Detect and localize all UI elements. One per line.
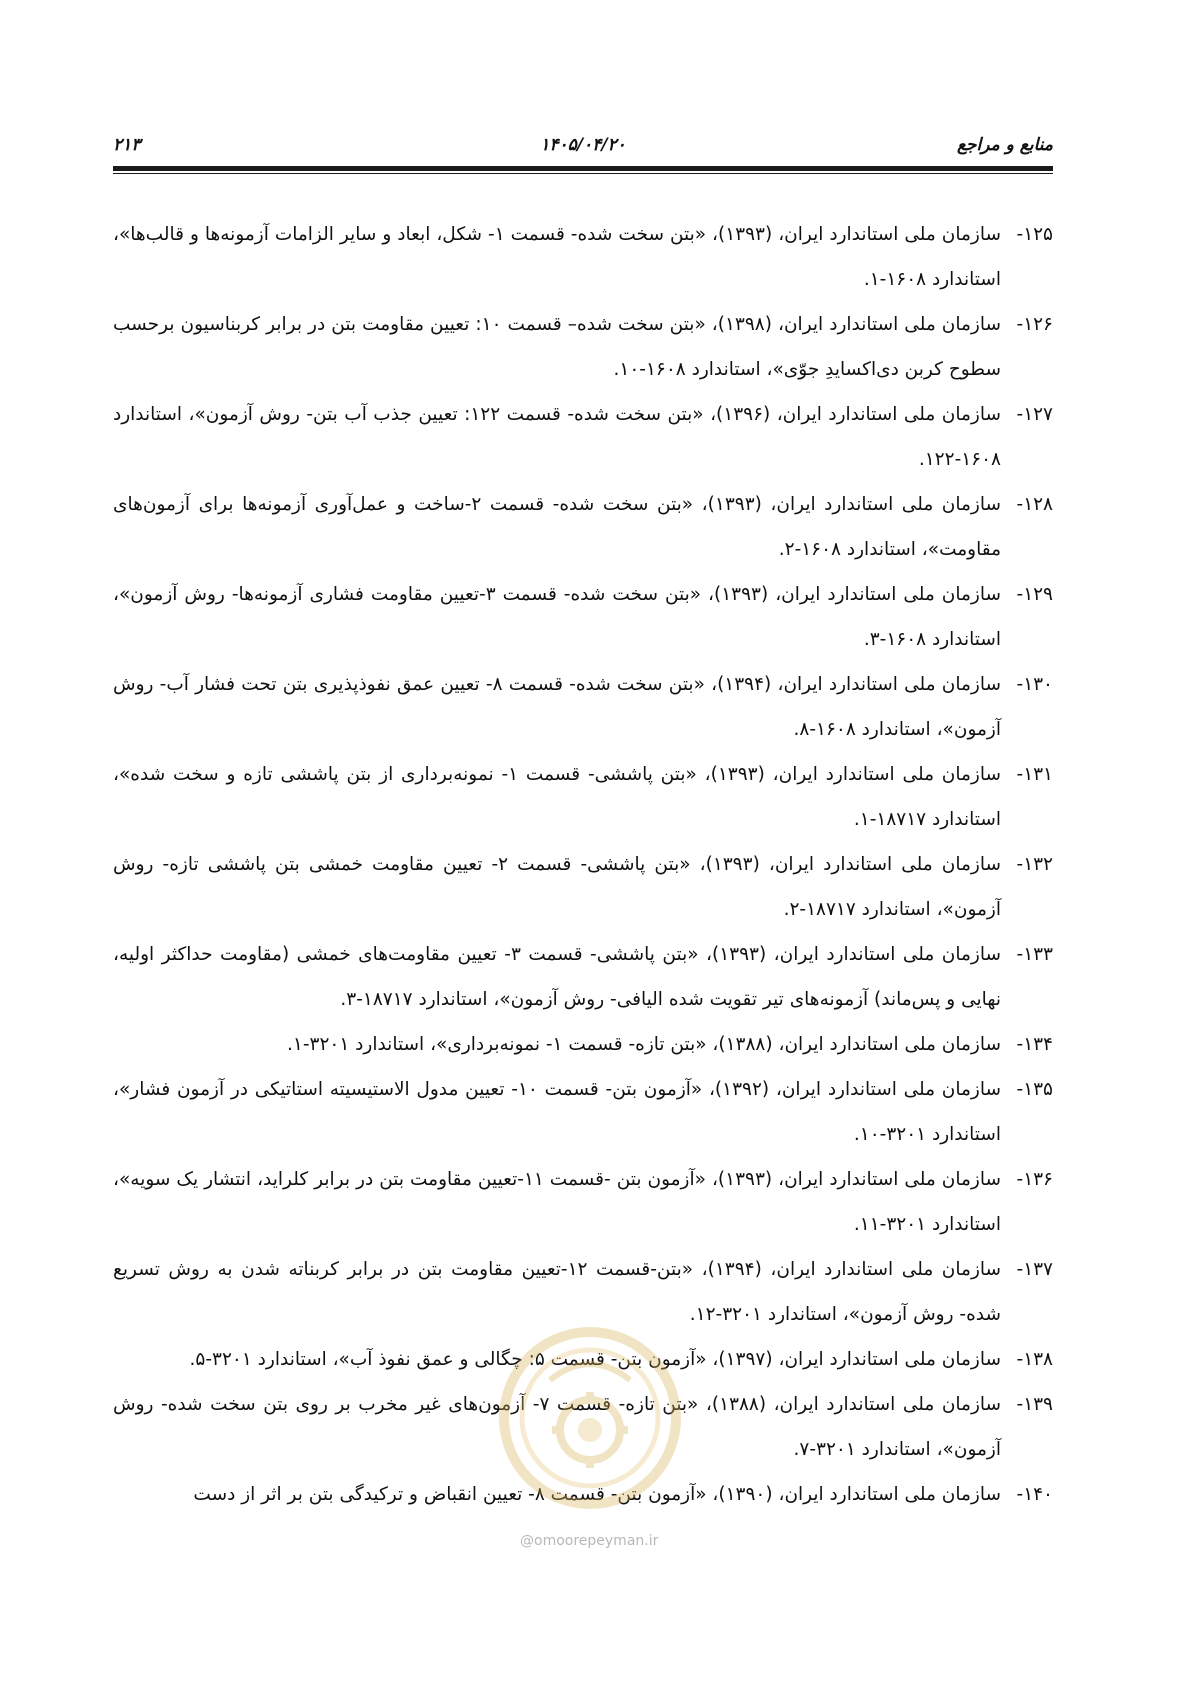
reference-text: سازمان ملی استاندارد ایران، (۱۳۹۸)، «بتن سخت شده– قسمت ۱۰: تعیین مقاومت بتن در برابر کربناسیون برحسب سطوح کربن دی‌اکسایدِ جوّی»، استاندارد ۱۶۰۸-۱۰. (113, 314, 1001, 380)
reference-number: ۱۳۷- (1016, 1259, 1053, 1280)
reference-text: سازمان ملی استاندارد ایران، (۱۳۹۴)، «بتن-قسمت ۱۲-تعیین مقاومت بتن در برابر کربناته شدن به روش تسریع شده- روش آزمون»، استاندارد ۳۲۰۱-۱۲. (113, 1259, 1002, 1325)
header-page-number: ۲۱۳ (113, 135, 141, 155)
reference-text: سازمان ملی استاندارد ایران، (۱۳۹۷)، «آزمون بتن- قسمت ۵: چگالی و عمق نفوذ آب»، استاندارد ۳۲۰۱-۵. (189, 1349, 1001, 1370)
reference-number: ۱۴۰- (1016, 1484, 1053, 1505)
reference-number: ۱۳۳- (1016, 944, 1053, 965)
reference-number: ۱۲۹- (1016, 584, 1053, 605)
reference-item (113, 1022, 1053, 1067)
watermark-url: @omoorepeyman.ir (520, 1533, 659, 1549)
header-chapter-title: منابع و مراجع (956, 135, 1053, 155)
reference-number: ۱۳۰- (1016, 674, 1053, 695)
reference-text: سازمان ملی استاندارد ایران، (۱۳۸۸)، «بتن تازه- قسمت ۷- آزمون‌های غیر مخرب بر روی بتن سخت شده- روش آزمون»، استاندارد ۳۲۰۱-۷. (113, 1394, 1002, 1460)
reference-text: سازمان ملی استاندارد ایران، (۱۳۹۳)، «بتن سخت شده- قسمت ۳-تعیین مقاومت فشاری آزمونه‌ها- روش آزمون»، استاندارد ۱۶۰۸-۳. (113, 584, 1001, 650)
reference-number: ۱۲۵- (1016, 224, 1053, 245)
page-header (113, 125, 1053, 159)
reference-number: ۱۲۸- (1016, 494, 1053, 515)
reference-text: سازمان ملی استاندارد ایران، (۱۳۹۳)، «آزمون بتن -قسمت ۱۱-تعیین مقاومت بتن در برابر کلراید، انتشار یک سویه»، استاندارد ۳۲۰۱-۱۱. (113, 1169, 1002, 1235)
reference-item (113, 752, 1053, 842)
reference-number: ۱۳۸- (1016, 1349, 1053, 1370)
reference-number: ۱۳۶- (1016, 1169, 1053, 1190)
reference-item (113, 572, 1053, 662)
reference-text: سازمان ملی استاندارد ایران، (۱۳۹۰)، «آزمون بتن- قسمت ۸- تعیین انقباض و ترکیدگی بتن بر اثر از دست (193, 1484, 1001, 1505)
reference-number: ۱۳۱- (1016, 764, 1053, 785)
reference-item (113, 1337, 1053, 1382)
reference-number: ۱۳۵- (1016, 1079, 1053, 1100)
reference-number: ۱۳۴- (1016, 1034, 1053, 1055)
reference-text: سازمان ملی استاندارد ایران، (۱۳۹۶)، «بتن سخت شده- قسمت ۱۲۲: تعیین جذب آب بتن- روش آزمون»، استاندارد ۱۶۰۸-۱۲۲. (113, 404, 1002, 470)
reference-text: سازمان ملی استاندارد ایران، (۱۳۸۸)، «بتن تازه- قسمت ۱- نمونه‌برداری»، استاندارد ۳۲۰۱-۱. (287, 1034, 1001, 1055)
reference-item (113, 302, 1053, 392)
reference-item (113, 482, 1053, 572)
reference-text: سازمان ملی استاندارد ایران، (۱۳۹۳)، «بتن سخت شده- قسمت ۲-ساخت و عمل‌آوری آزمونه‌ها برای آزمون‌های مقاومت»، استاندارد ۱۶۰۸-۲. (113, 494, 1002, 560)
reference-item (113, 662, 1053, 752)
reference-text: سازمان ملی استاندارد ایران، (۱۳۹۳)، «بتن پاششی- قسمت ۱- نمونه‌برداری از بتن پاششی تازه و سخت شده»، استاندارد ۱۸۷۱۷-۱. (113, 764, 1002, 830)
reference-item (113, 1472, 1053, 1517)
reference-text: سازمان ملی استاندارد ایران، (۱۳۹۳)، «بتن سخت شده- قسمت ۱- شکل، ابعاد و سایر الزامات آزمونه‌ها و قالب‌ها»، استاندارد ۱۶۰۸-۱. (113, 224, 1002, 290)
reference-item (113, 392, 1053, 482)
header-date: ۱۴۰۵/۰۴/۲۰ (540, 135, 626, 155)
reference-number: ۱۳۹- (1016, 1394, 1053, 1415)
reference-text: سازمان ملی استاندارد ایران، (۱۳۹۳)، «بتن پاششی- قسمت ۲- تعیین مقاومت خمشی بتن پاششی تازه- روش آزمون»، استاندارد ۱۸۷۱۷-۲. (113, 854, 1001, 920)
reference-number: ۱۲۶- (1016, 314, 1053, 335)
reference-item (113, 932, 1053, 1022)
reference-text: سازمان ملی استاندارد ایران، (۱۳۹۴)، «بتن سخت شده- قسمت ۸- تعیین عمق نفوذپذیری بتن تحت فشار آب- روش آزمون»، استاندارد ۱۶۰۸-۸. (113, 674, 1002, 740)
reference-item (113, 1247, 1053, 1337)
reference-item (113, 212, 1053, 302)
reference-text: سازمان ملی استاندارد ایران، (۱۳۹۳)، «بتن پاششی- قسمت ۳- تعیین مقاومت‌های خمشی (مقاومت حداکثر اولیه، نهایی و پس‌ماند) آزمونه‌های تیر تقویت شده الیافی- روش آزمون»، استاندارد ۱۸۷۱۷-۳. (113, 944, 1001, 1010)
reference-text: سازمان ملی استاندارد ایران، (۱۳۹۲)، «آزمون بتن- قسمت ۱۰- تعیین مدول الاستیسیته استاتیکی در آزمون فشار»، استاندارد ۳۲۰۱-۱۰. (113, 1079, 1002, 1145)
reference-number: ۱۲۷- (1016, 404, 1053, 425)
reference-list (113, 212, 1053, 1517)
reference-item (113, 1382, 1053, 1472)
reference-item (113, 1067, 1053, 1157)
reference-item (113, 842, 1053, 932)
reference-item (113, 1157, 1053, 1247)
header-rule-thin (113, 173, 1053, 174)
reference-number: ۱۳۲- (1016, 854, 1053, 875)
header-rule-thick (113, 166, 1053, 171)
